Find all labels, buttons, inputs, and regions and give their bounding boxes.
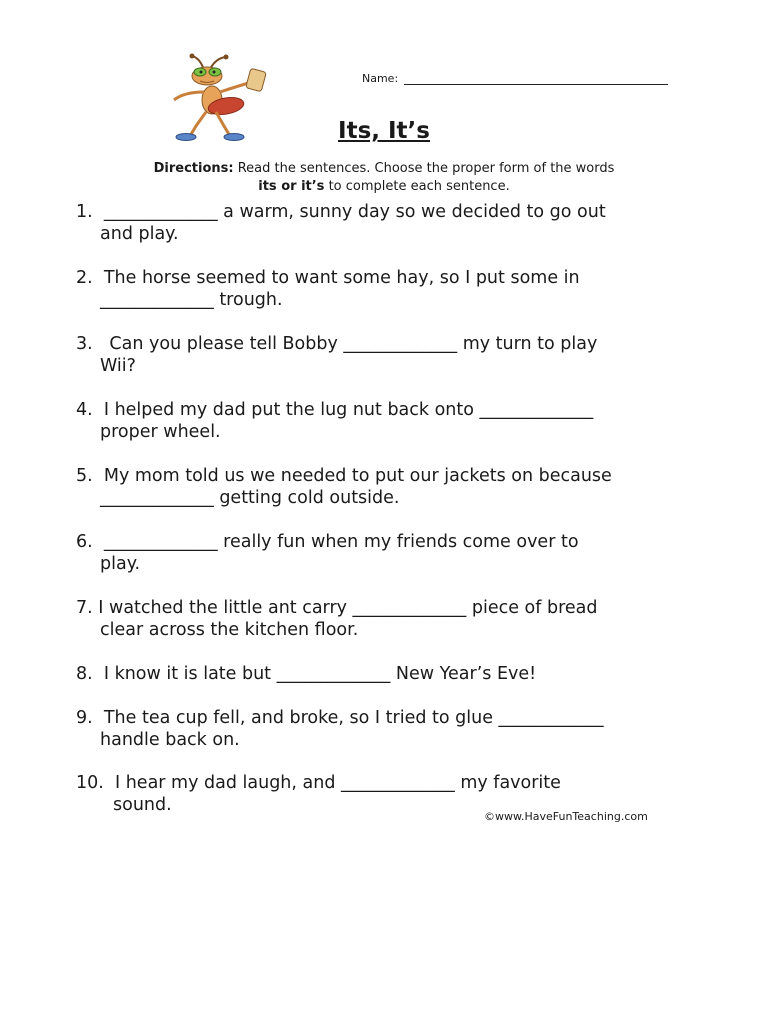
question-number: 8. bbox=[76, 664, 93, 684]
question-text-line1: _____________ really fun when my friends come over to bbox=[103, 532, 579, 552]
question-number: 1. bbox=[76, 202, 93, 222]
question-number: 4. bbox=[76, 400, 93, 420]
question-text-line1: The tea cup fell, and broke, so I tried to glue ____________ bbox=[103, 708, 604, 728]
question-text-line1: I hear my dad laugh, and _____________ my favorite bbox=[114, 773, 561, 793]
question-8 bbox=[76, 663, 696, 685]
question-text-line1: My mom told us we needed to put our jackets on because bbox=[103, 466, 612, 486]
question-text-line2: and play. bbox=[100, 224, 179, 244]
question-text-line1: The horse seemed to want some hay, so I put some in bbox=[103, 268, 580, 288]
directions-line2: to complete each sentence. bbox=[328, 179, 510, 194]
question-text-line2: sound. bbox=[113, 795, 172, 815]
question-text-line2: Wii? bbox=[100, 356, 136, 376]
directions-label: Directions: bbox=[153, 161, 234, 176]
directions bbox=[0, 160, 768, 196]
question-9 bbox=[76, 707, 696, 751]
name-field[interactable] bbox=[404, 72, 668, 85]
question-number: 2. bbox=[76, 268, 93, 288]
question-text-line1: I watched the little ant carry _____________ piece of bread bbox=[98, 598, 598, 618]
question-4 bbox=[76, 399, 696, 443]
question-text-line1: _____________ a warm, sunny day so we decided to go out bbox=[103, 202, 606, 222]
question-number: 7. bbox=[76, 598, 93, 618]
question-number: 3. bbox=[76, 334, 93, 354]
question-number: 9. bbox=[76, 708, 93, 728]
question-text-line1: I know it is late but _____________ New Year’s Eve! bbox=[103, 664, 537, 684]
question-text-line2: _____________ getting cold outside. bbox=[100, 488, 400, 508]
question-3 bbox=[76, 333, 696, 377]
question-number: 10. bbox=[76, 773, 104, 793]
directions-line1: Read the sentences. Choose the proper form of the words bbox=[237, 161, 615, 176]
question-7 bbox=[76, 597, 696, 641]
name-label: Name: bbox=[362, 72, 399, 85]
question-text-line1: I helped my dad put the lug nut back onto _____________ bbox=[103, 400, 594, 420]
directions-bold-words: its or it’s bbox=[258, 179, 325, 194]
question-text-line1: Can you please tell Bobby _____________ my turn to play bbox=[109, 334, 598, 354]
question-6 bbox=[76, 531, 696, 575]
question-2 bbox=[76, 267, 696, 311]
question-text-line2: play. bbox=[100, 554, 141, 574]
question-text-line2: handle back on. bbox=[100, 730, 240, 750]
question-text-line2: _____________ trough. bbox=[100, 290, 283, 310]
question-text-line2: clear across the kitchen floor. bbox=[100, 620, 359, 640]
question-1 bbox=[76, 201, 696, 245]
question-number: 6. bbox=[76, 532, 93, 552]
page-title: Its, It’s bbox=[338, 118, 430, 144]
copyright-footer: ©www.HaveFunTeaching.com bbox=[484, 810, 648, 823]
question-5 bbox=[76, 465, 696, 509]
question-number: 5. bbox=[76, 466, 93, 486]
question-text-line2: proper wheel. bbox=[100, 422, 221, 442]
name-row bbox=[362, 72, 668, 85]
